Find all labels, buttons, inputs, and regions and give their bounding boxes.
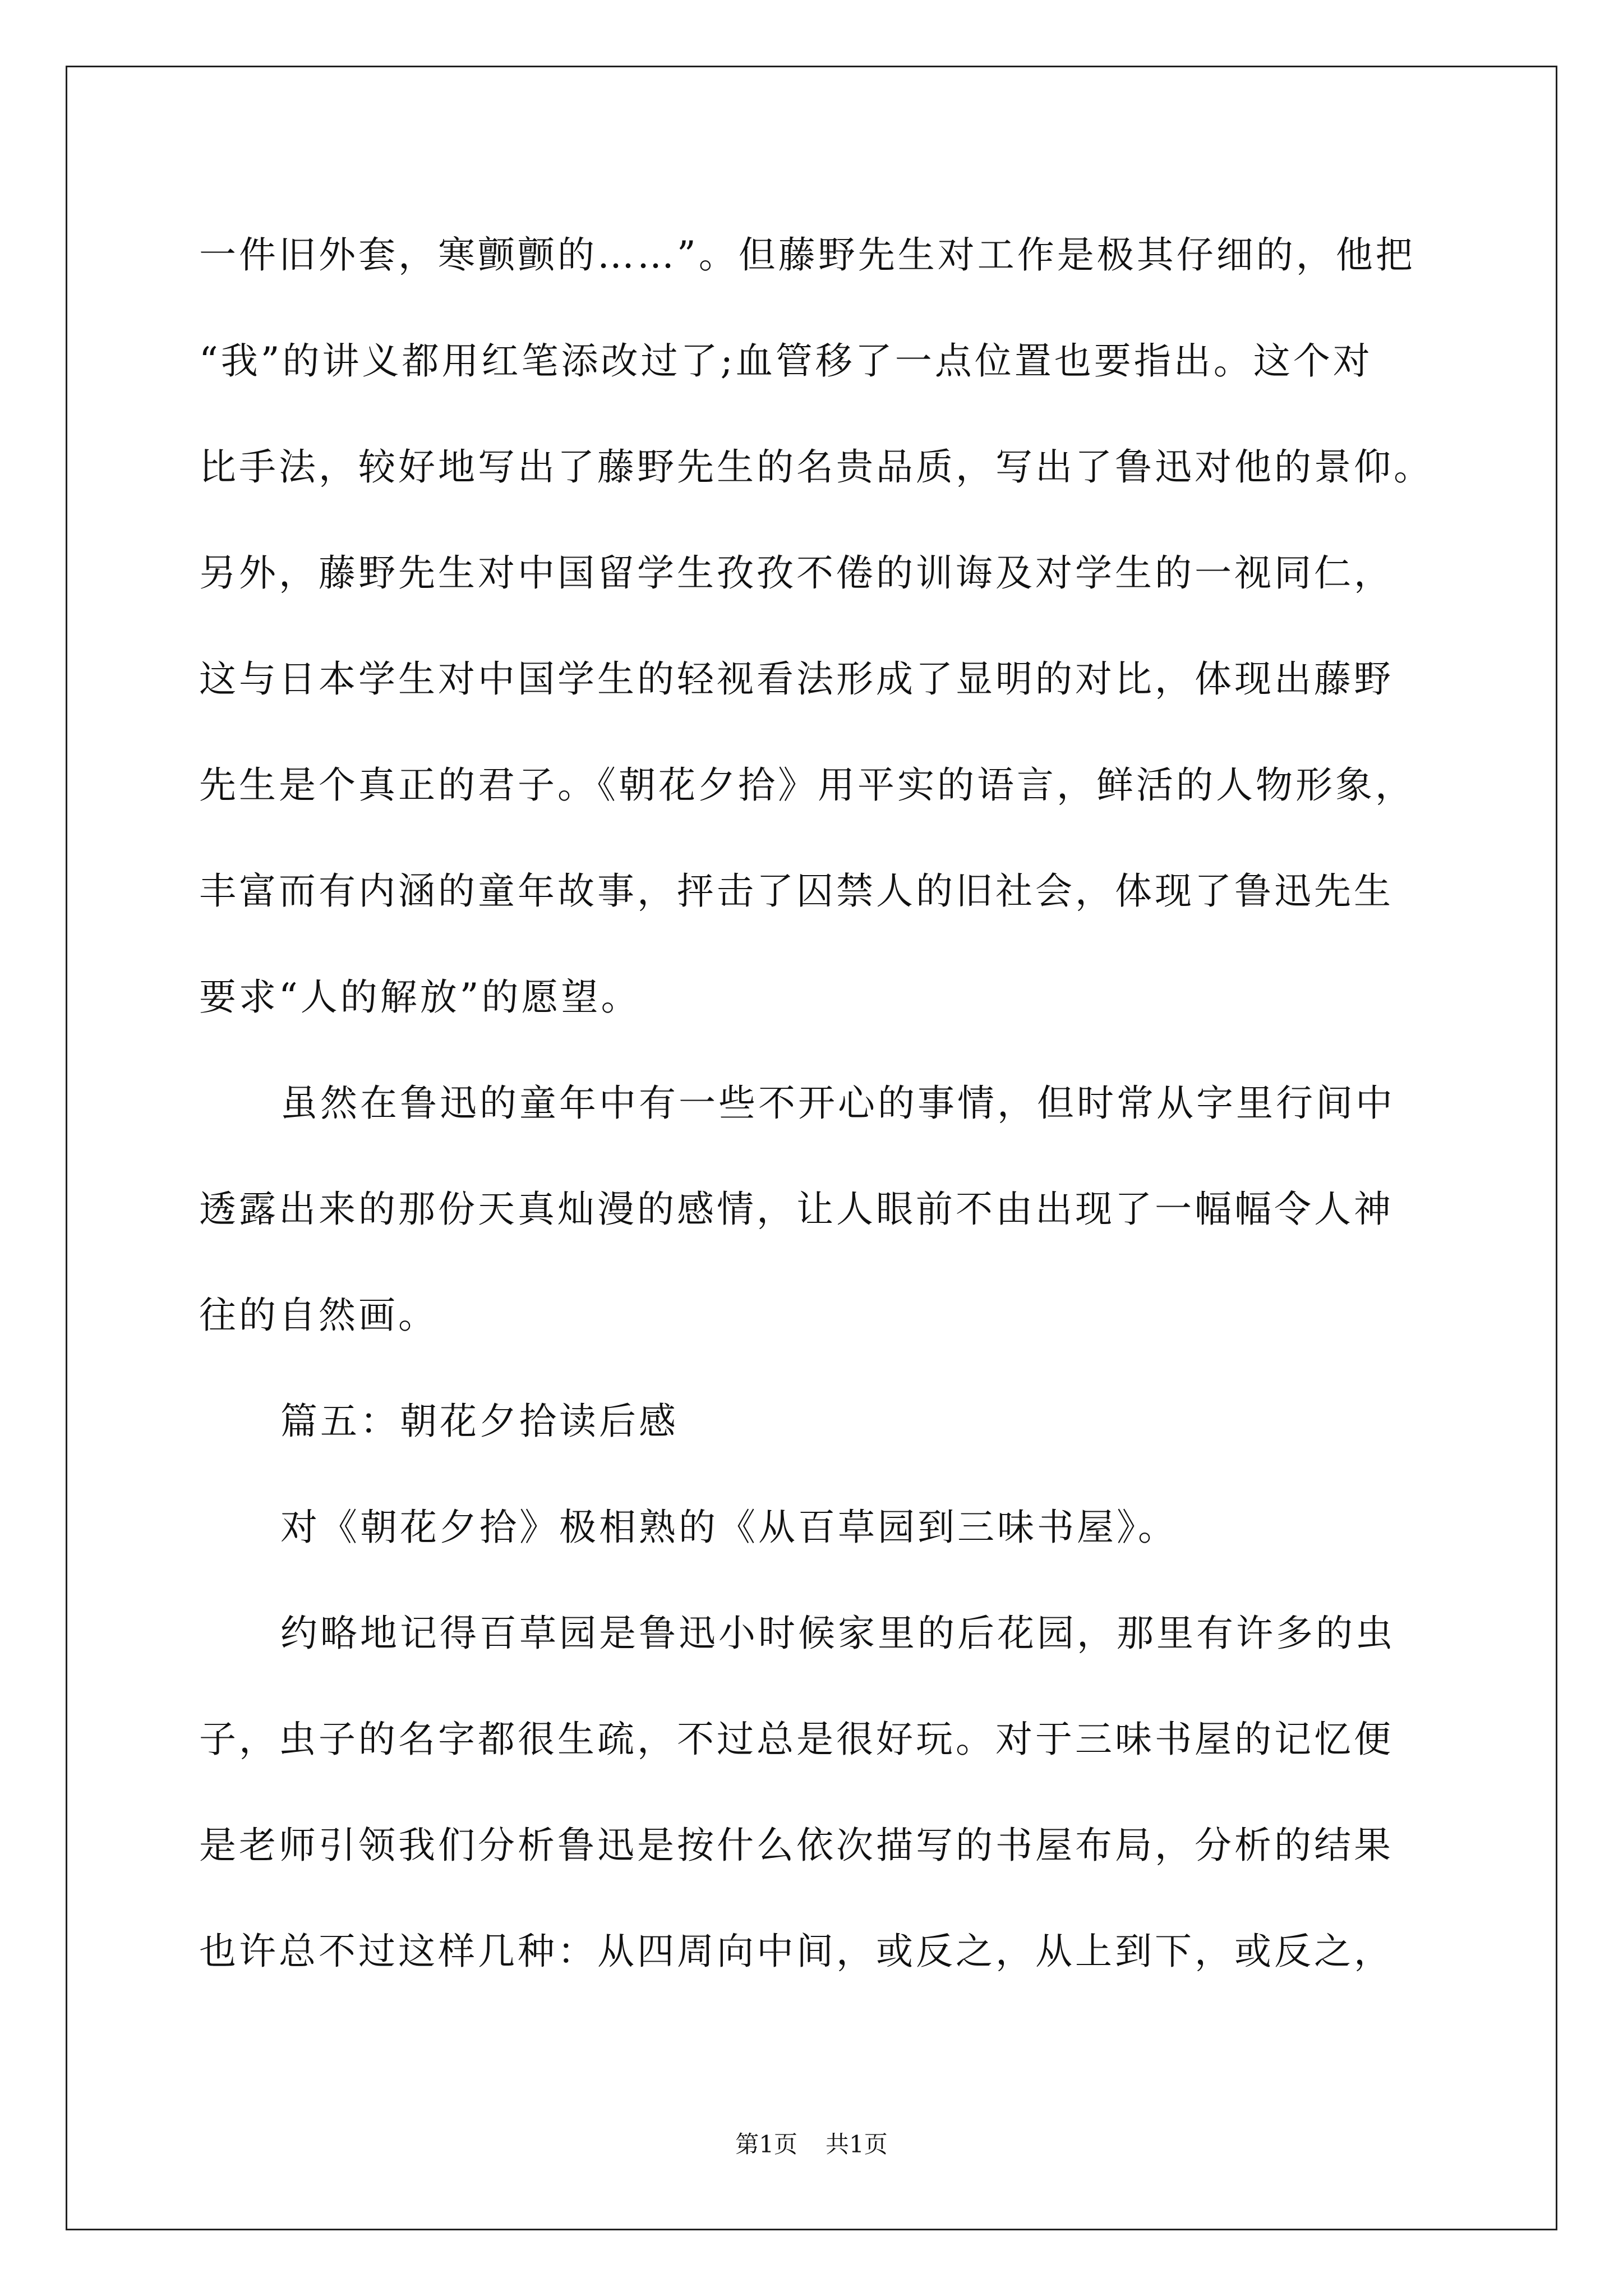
section-heading: 篇五：朝花夕拾读后感 [280, 1400, 679, 1443]
paragraph-start-line: 约略地记得百草园是鲁迅小时候家里的后花园，那里有许多的虫 [280, 1612, 1395, 1655]
total-pages: 共1页 [826, 2131, 888, 2158]
text-line: 一件旧外套，寒颤颤的……”。但藤野先生对工作是极其仔细的，他把 [199, 233, 1415, 277]
text-line: “我”的讲义都用红笔添改过了;血管移了一点位置也要指出。这个对 [199, 339, 1373, 383]
text-line: 先生是个真正的君子。《朝花夕拾》用平实的语言，鲜活的人物形象， [199, 763, 1415, 807]
paragraph-start-line: 虽然在鲁迅的童年中有一些不开心的事情，但时常从字里行间中 [280, 1082, 1395, 1125]
page-number: 第1页 [735, 2131, 797, 2158]
text-line: 要求“人的解放”的愿望。 [199, 976, 641, 1019]
text-line: 另外，藤野先生对中国留学生孜孜不倦的训诲及对学生的一视同仁， [199, 551, 1394, 595]
text-line: 往的自然画。 [199, 1294, 438, 1337]
text-line: 透露出来的那份天真灿漫的感情，让人眼前不由出现了一幅幅令人神 [199, 1188, 1394, 1231]
page-footer [0, 2126, 1623, 2160]
text-line: 丰富而有内涵的童年故事，抨击了囚禁人的旧社会，体现了鲁迅先生 [199, 869, 1394, 913]
text-line: 子，虫子的名字都很生疏，不过总是很好玩。对于三味书屋的记忆便 [199, 1718, 1394, 1761]
text-line: 这与日本学生对中国学生的轻视看法形成了显明的对比，体现出藤野 [199, 657, 1394, 701]
text-line: 也许总不过这样几种：从四周向中间，或反之，从上到下，或反之， [199, 1930, 1394, 1973]
paragraph-start-line: 对《朝花夕拾》极相熟的《从百草园到三味书屋》。 [280, 1506, 1178, 1549]
document-body [199, 202, 1433, 2004]
text-line: 比手法，较好地写出了藤野先生的名贵品质，写出了鲁迅对他的景仰。 [199, 445, 1433, 489]
text-line: 是老师引领我们分析鲁迅是按什么依次描写的书屋布局，分析的结果 [199, 1824, 1394, 1867]
